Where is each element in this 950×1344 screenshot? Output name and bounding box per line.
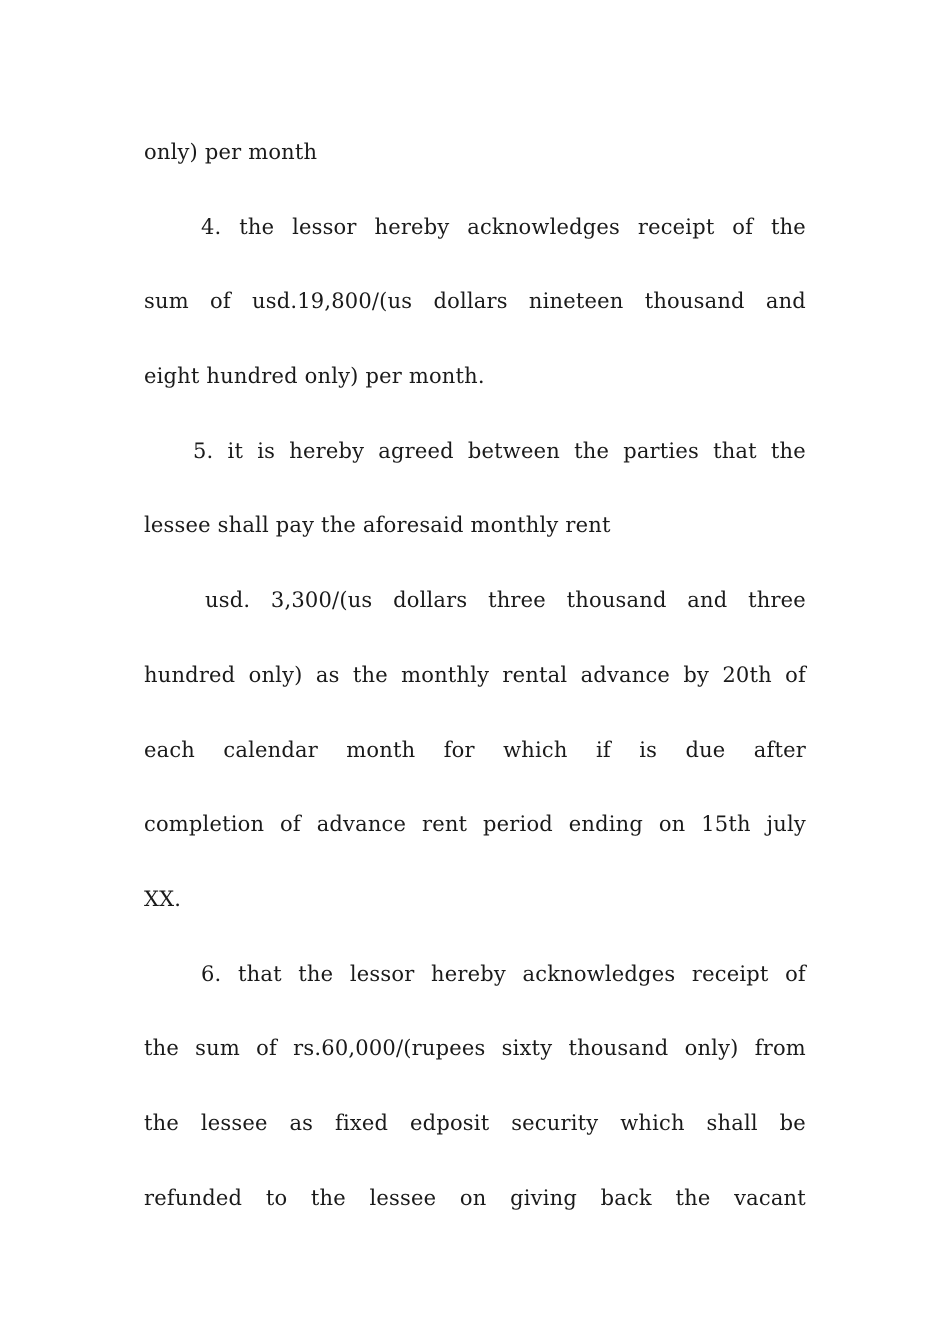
word: is [639,737,658,762]
word: between [467,438,560,463]
word: three [748,588,806,613]
word: shall [706,1110,758,1135]
word: 15th [701,812,751,837]
word: thousand [568,1036,669,1061]
text-line: eight hundred only) per month. [144,364,485,389]
word: 3,300/(us [270,588,373,613]
word: the [239,214,275,239]
text-line [144,207,806,282]
word: receipt [637,214,715,239]
word: that [713,438,757,463]
word: rs.60,000/(rupees [293,1036,486,1061]
word: as [289,1110,314,1135]
text-line [144,655,806,730]
word: sum [144,289,189,314]
word: 6. [201,961,222,986]
word: lessee [369,1185,437,1210]
word: 5. [193,438,214,463]
word: rent [421,812,468,837]
word: hereby [431,961,506,986]
text-line: XX. [144,886,182,911]
word: completion [144,812,265,837]
word: security [511,1110,599,1135]
word: due [685,737,726,762]
word: lessor [349,961,415,986]
word: 4. [201,214,222,239]
word: refunded [144,1185,243,1210]
word: and [765,289,806,314]
document-page [144,132,806,1252]
word: hereby [289,438,365,463]
word: back [600,1185,652,1210]
word: the [352,662,388,687]
word: dollars [433,289,508,314]
word: by [683,662,710,687]
word: is [257,438,276,463]
word: three [488,588,546,613]
text-line [144,954,806,1029]
word: lessor [292,214,357,239]
word: each [144,737,196,762]
word: only) [684,1036,739,1061]
text-line [144,1028,806,1103]
word: edposit [410,1110,490,1135]
word: of [256,1036,277,1061]
word: on [459,1185,487,1210]
word: thousand [644,289,745,314]
word: receipt [691,961,769,986]
word: the [144,1036,179,1061]
text-line [144,580,806,655]
word: agreed [378,438,454,463]
text-line: lessee shall pay the aforesaid monthly rent [144,513,611,538]
word: of [785,961,806,986]
word: after [753,737,806,762]
word: fixed [335,1110,389,1135]
word: calendar [223,737,318,762]
word: hereby [374,214,450,239]
word: be [779,1110,806,1135]
word: if [595,737,611,762]
word: vacant [734,1185,806,1210]
word: parties [623,438,699,463]
word: ending [568,812,644,837]
word: usd. [205,588,251,613]
word: period [483,812,553,837]
word: july [766,812,806,837]
word: as [315,662,340,687]
word: that [238,961,282,986]
word: advance [316,812,407,837]
word: the [770,438,806,463]
word: nineteen [528,289,624,314]
word: the [675,1185,711,1210]
word: to [265,1185,288,1210]
word: from [754,1036,806,1061]
text-line [144,281,806,356]
text-line: only) per month [144,140,318,164]
word: lessee [200,1110,268,1135]
word: of [280,812,301,837]
word: it [227,438,244,463]
word: thousand [566,588,667,613]
word: usd.19,800/(us [252,289,413,314]
word: on [658,812,686,837]
text-line [144,730,806,805]
word: the [574,438,610,463]
word: only) [248,662,303,687]
text-line [144,431,806,506]
word: which [503,737,568,762]
word: the [310,1185,346,1210]
word: sum [195,1036,240,1061]
word: sixty [501,1036,553,1061]
text-line [144,1103,806,1178]
word: acknowledges [467,214,621,239]
word: and [687,588,728,613]
word: rental [502,662,568,687]
word: of [785,662,806,687]
text-line [144,804,806,879]
word: dollars [393,588,468,613]
word: which [620,1110,685,1135]
word: acknowledges [522,961,676,986]
word: of [210,289,231,314]
word: advance [580,662,671,687]
word: monthly [401,662,490,687]
word: the [770,214,806,239]
text-line [144,1178,806,1253]
word: hundred [144,662,236,687]
word: 20th [722,662,772,687]
word: the [298,961,334,986]
word: giving [510,1185,577,1210]
word: month [346,737,416,762]
word: of [732,214,754,239]
word: for [443,737,475,762]
word: the [144,1110,179,1135]
